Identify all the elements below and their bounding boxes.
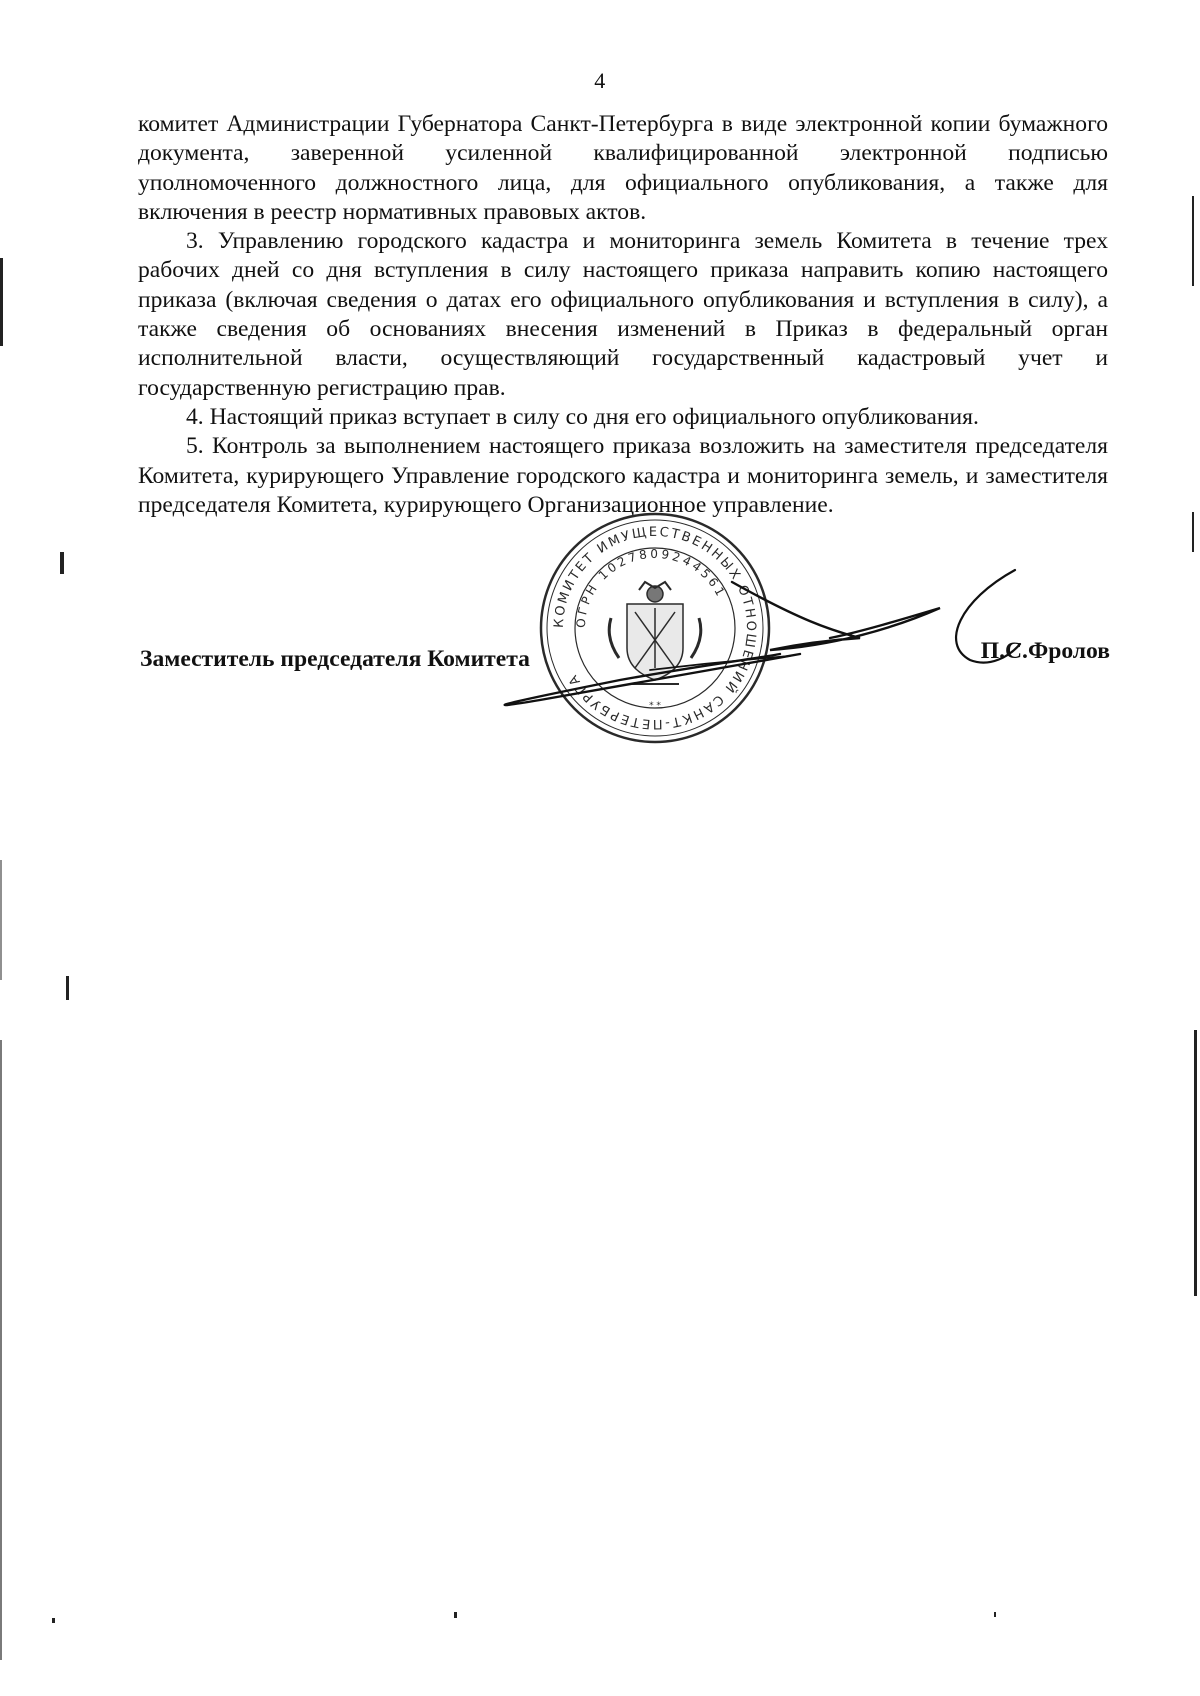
- scan-speck: [994, 1612, 996, 1617]
- signer-title: Заместитель председателя Комитета: [140, 646, 530, 672]
- stamp-outer-text: КОМИТЕТ ИМУЩЕСТВЕННЫХ ОТНОШЕНИЙ САНКТ-ПЕТЕРБУРГА: [551, 524, 759, 732]
- stamp-inner-text: ОГРН 1027809244561: [573, 546, 729, 629]
- scan-edge-mark: [1194, 1030, 1197, 1296]
- document-body: [138, 110, 1108, 520]
- paragraph-5: 5. Контроль за выполнением настоящего приказа возложить на заместителя председателя Комитета, курирующего Управление городского кадастра и мониторинга земель, и заместителя председателя Комитета, курирующего Организационное управление.: [138, 433, 1108, 518]
- scan-edge-mark: [60, 552, 64, 574]
- paragraph-3: 3. Управлению городского кадастра и мониторинга земель Комитета в течение трех рабочих дней со дня вступления в силу настоящего приказа направить копию настоящего приказа (включая сведения о датах его официального опубликования и вступления в силу), а также сведения об основаниях внесения изменений в Приказ в федеральный орган исполнительной власти, осуществляющий государственный кадастровый учет и государственную регистрацию прав.: [138, 228, 1108, 401]
- svg-text:* *: * *: [649, 701, 661, 711]
- signer-name: П.С.Фролов: [980, 638, 1110, 664]
- paragraph-4: 4. Настоящий приказ вступает в силу со дня его официального опубликования.: [186, 403, 979, 430]
- scan-speck: [52, 1618, 55, 1623]
- paragraph-continuation: комитет Администрации Губернатора Санкт-Петербурга в виде электронной копии бумажного документа, заверенной усиленной квалифицированной электронной подписью уполномоченного должностного лица, для официального опубликования, а также для включения в реестр нормативных правовых актов.: [138, 111, 1108, 225]
- scan-edge-mark: [0, 860, 2, 980]
- scan-speck: [454, 1612, 457, 1618]
- scan-edge-mark: [1192, 512, 1194, 552]
- page-number: 4: [594, 68, 606, 93]
- scan-edge-mark: [0, 1040, 2, 1660]
- scan-edge-mark: [0, 258, 3, 346]
- scan-edge-mark: [66, 976, 69, 1000]
- scan-edge-mark: [1192, 196, 1194, 286]
- signature-block: [0, 638, 1200, 676]
